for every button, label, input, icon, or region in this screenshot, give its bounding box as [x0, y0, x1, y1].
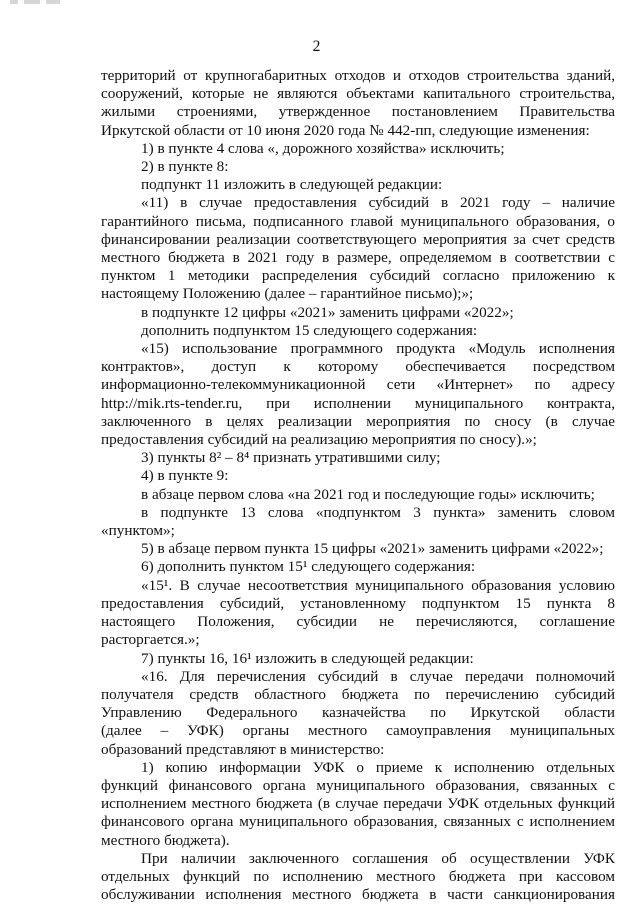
text-line: получателя средств областного бюджета по перечислению субсидий [101, 685, 615, 703]
text-line: местного бюджета). [101, 831, 230, 849]
document-body [101, 67, 615, 904]
text-line: 3) пункты 8² – 8⁴ признать утратившими силу; [141, 449, 441, 467]
text-line: Управлению Федерального казначейства по Иркутской области [101, 704, 615, 722]
text-line: 6) дополнить пунктом 15¹ следующего содержания: [141, 558, 476, 576]
text-line: «пунктом»; [101, 522, 175, 540]
text-line: территорий от крупногабаритных отходов и отходов строительства зданий, [101, 67, 615, 84]
text-line: настоящему Положению (далее – гарантийное письмо);»; [101, 285, 474, 303]
text-line: 7) пункты 16, 16¹ изложить в следующей редакции: [141, 649, 474, 667]
text-line: информационно-телекоммуникационной сети «Интернет» по адресу [101, 376, 615, 394]
text-line: финансировании реализации соответствующего мероприятия за счет средств [101, 230, 615, 248]
text-line: «11) в случае предоставления субсидий в 2021 году – наличие [141, 194, 615, 212]
text-line: 1) копию информации УФК о приеме к исполнению отдельных [141, 758, 615, 776]
text-line: «15) использование программного продукта «Модуль исполнения [141, 340, 615, 358]
text-line: http://mik.rts-tender.ru, при исполнении муниципального контракта, [101, 394, 615, 412]
text-line: контрактов», доступ к которому обеспечивается посредством [101, 358, 615, 376]
page-number: 2 [312, 38, 321, 55]
text-line: в подпункте 13 слова «подпунктом 3 пункта» заменить словом [141, 503, 615, 521]
text-line: функций финансового органа муниципального образования, связанных с [101, 776, 615, 794]
text-line: настоящего Положения, субсидии не перечисляются, соглашение [101, 613, 615, 631]
text-line: заключенного в целях реализации мероприятия по сносу (в случае [101, 412, 615, 430]
text-line: 5) в абзаце первом пункта 15 цифры «2021» заменить цифрами «2022»; [141, 540, 604, 558]
text-line: исполнением местного бюджета (в случае передачи УФК отдельных функций [101, 795, 615, 813]
text-line: в абзаце первом слова «на 2021 год и последующие годы» исключить; [141, 485, 595, 503]
text-line: предоставления субсидий, установленному подпунктом 15 пункта 8 [101, 594, 615, 612]
text-line: финансового органа муниципального образования, связанных с исполнением [101, 813, 615, 831]
text-line: местного бюджета в 2021 году в размере, определяемом в соответствии с [101, 249, 615, 267]
text-line: образований представляют в министерство: [101, 740, 385, 758]
text-line: 2) в пункте 8: [141, 158, 229, 176]
text-line: 1) в пункте 4 слова «, дорожного хозяйства» исключить; [141, 139, 505, 157]
text-line: жилыми строениями, утвержденное постановлением Правительства [101, 103, 615, 121]
text-line: пунктом 1 методики распределения субсидий согласно приложению к [101, 267, 615, 285]
text-line: предоставления субсидий на реализацию мероприятия по сносу).»; [101, 431, 537, 449]
text-line: отдельных функций по исполнению местного бюджета при кассовом [101, 867, 615, 885]
text-line: Иркутской области от 10 июня 2020 года № 442-пп, следующие изменения: [101, 121, 590, 139]
text-line: дополнить подпунктом 15 следующего содержания: [141, 321, 478, 339]
text-line: При наличии заключенного соглашения об осуществлении УФК [141, 849, 615, 867]
text-line: «15¹. В случае несоответствия муниципального образования условию [141, 576, 615, 594]
scan-artifact [10, 0, 60, 4]
text-line: 4) в пункте 9: [141, 467, 229, 485]
text-line: сооружений, которые не являются объектами капитального строительства, [101, 85, 615, 103]
text-line: подпункт 11 изложить в следующей редакции: [141, 176, 443, 194]
text-line: в подпункте 12 цифры «2021» заменить цифрами «2022»; [141, 303, 514, 321]
text-line: расторгается.»; [101, 631, 200, 649]
text-line: (далее – УФК) органы местного самоуправления муниципальных [101, 722, 615, 740]
text-line: гарантийного письма, подписанного главой муниципального образования, о [101, 212, 615, 230]
text-line: «16. Для перечисления субсидий в случае передачи полномочий [141, 667, 615, 685]
text-line: обслуживании исполнения местного бюджета в части санкционирования [101, 886, 615, 904]
